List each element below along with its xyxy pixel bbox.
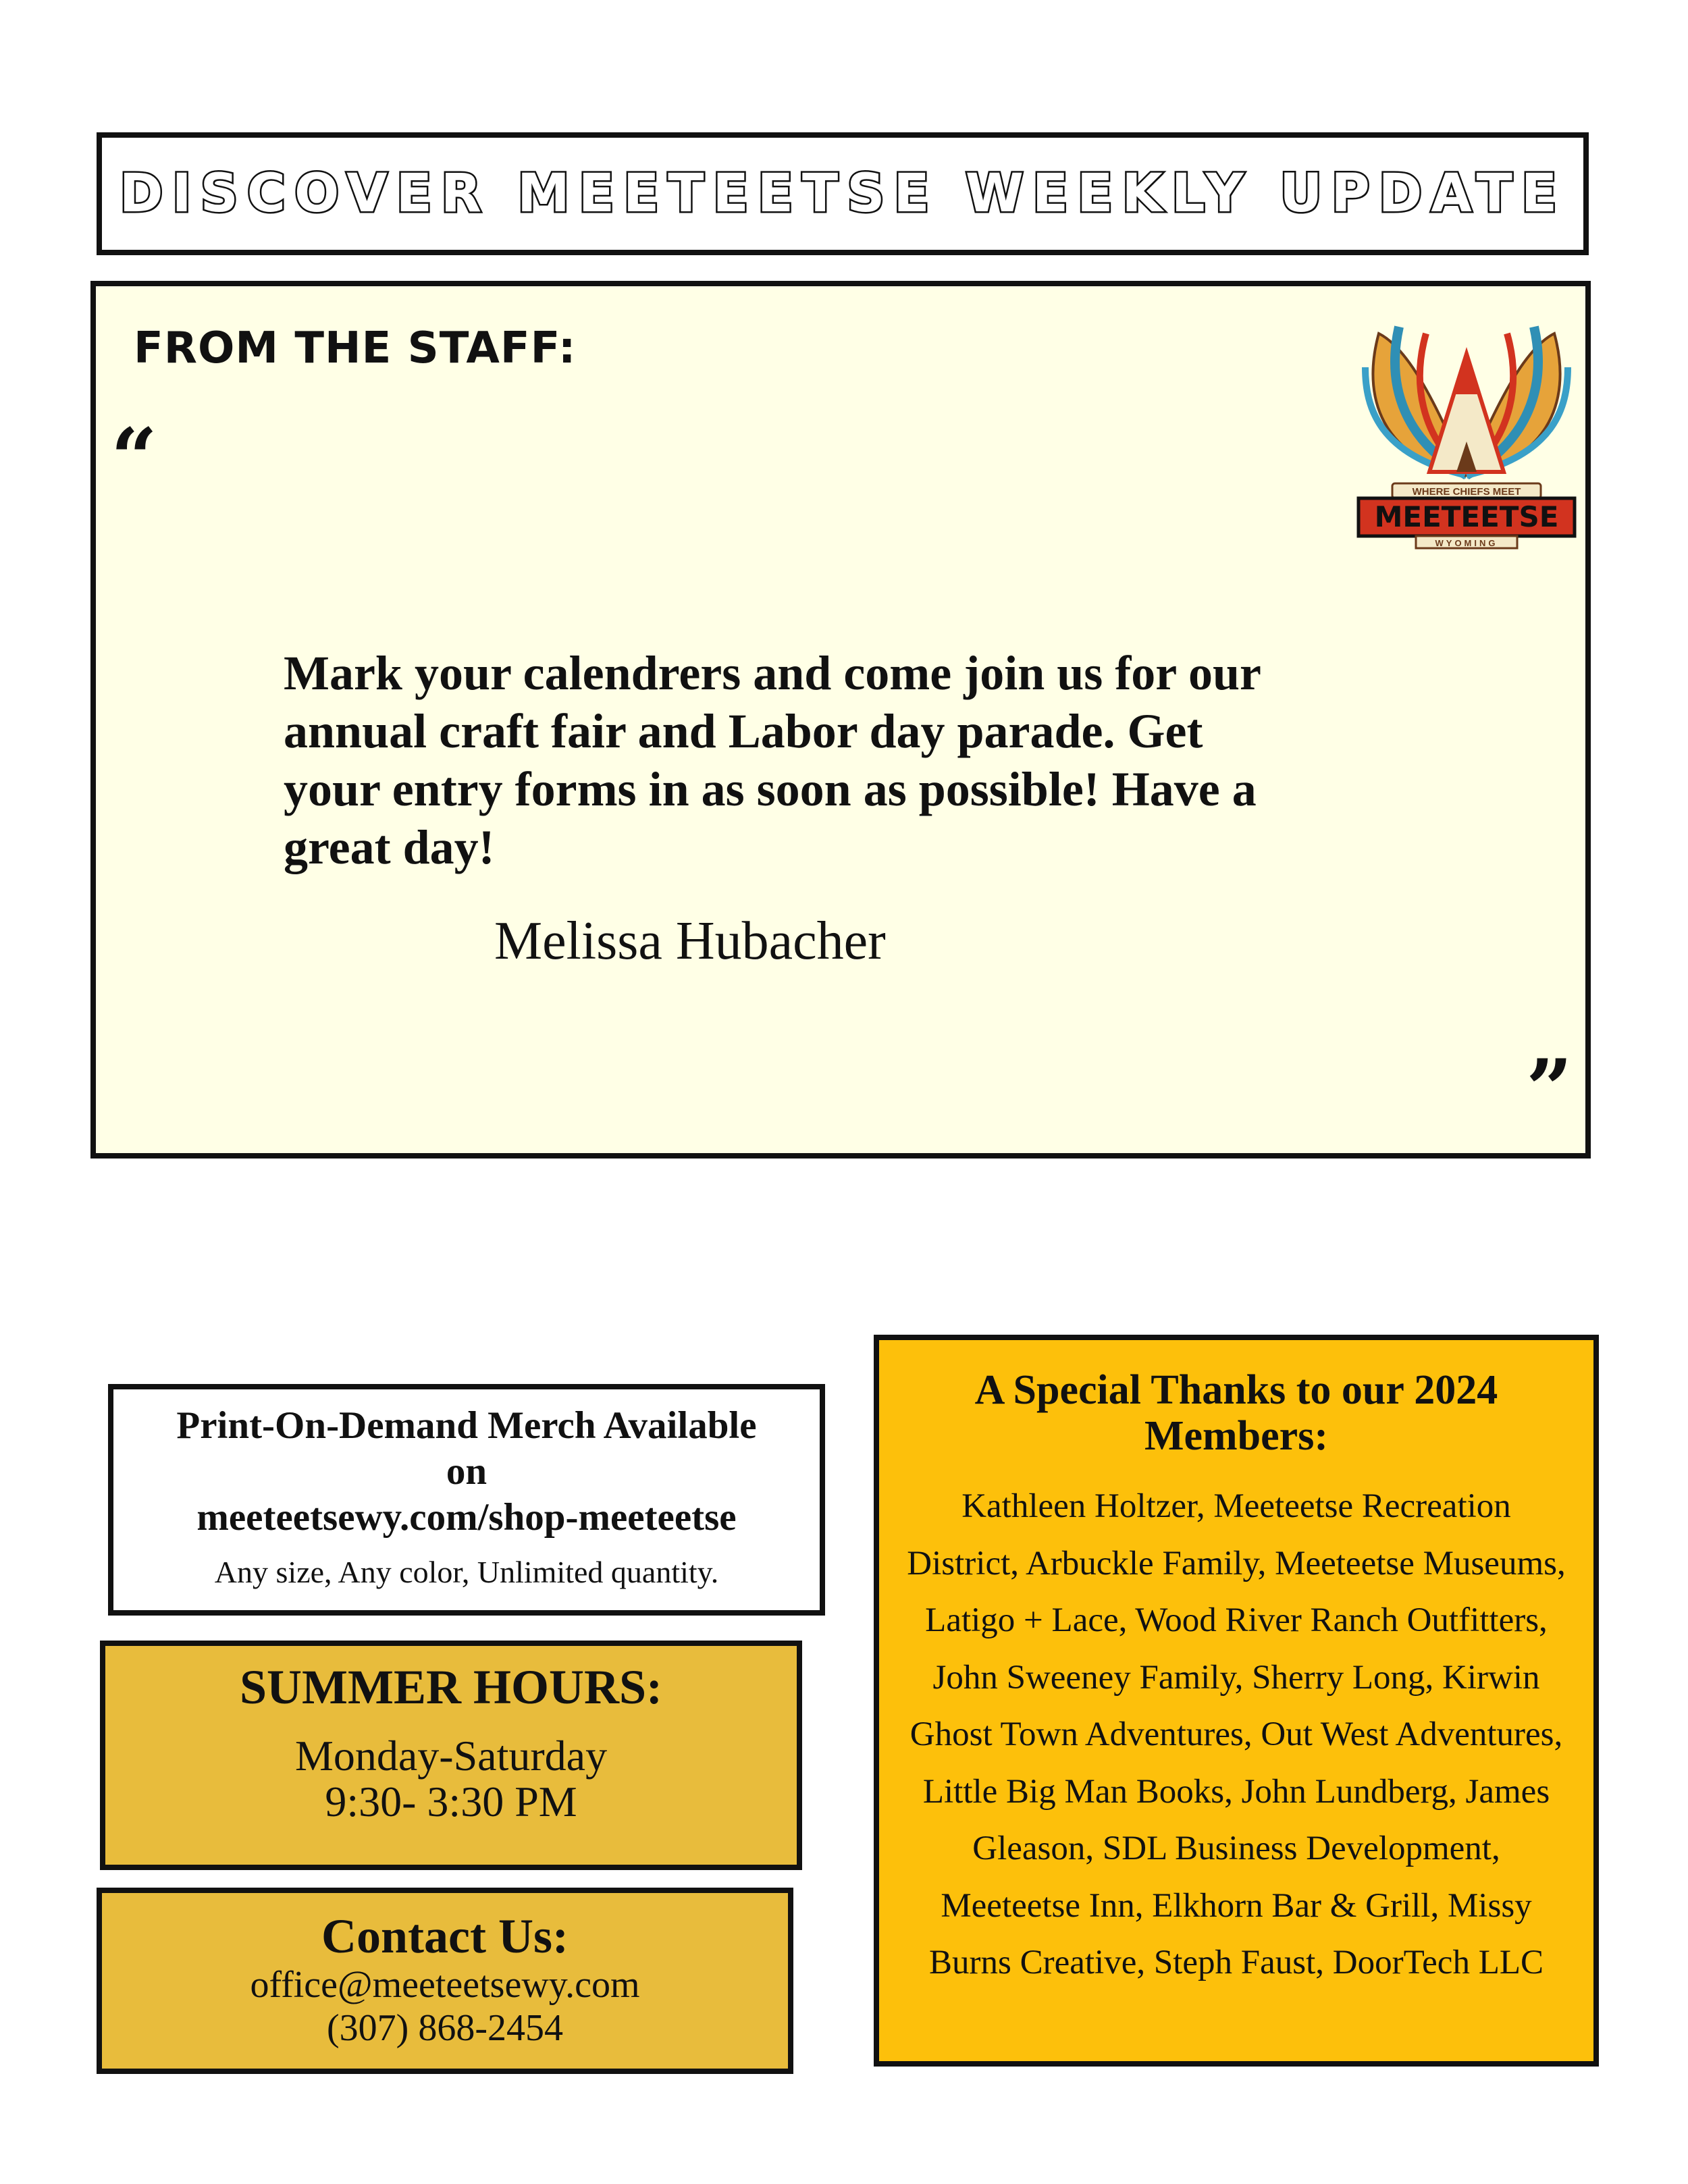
merch-shop-link[interactable]: meeteetsewy.com/shop-meeteetse [196,1496,737,1539]
close-quote-mark: ” [1526,1042,1573,1137]
open-quote-mark: “ [111,410,158,506]
staff-message-box [90,281,1591,1158]
staff-signature: Melissa Hubacher [494,911,886,971]
merch-line-1: Print-On-Demand Merch Available [176,1404,757,1447]
staff-heading: FROM THE STAFF: [134,323,577,373]
merch-note: Any size, Any color, Unlimited quantity. [214,1555,719,1589]
hours-time: 9:30- 3:30 PM [325,1778,577,1826]
merch-line-2: on [446,1450,487,1493]
logo-state: WYOMING [1435,538,1498,548]
meeteetse-logo [1352,307,1581,550]
logo-name: MEETEETSE [1374,500,1559,533]
members-title: A Special Thanks to our 2024 Members: [974,1367,1498,1459]
contact-title: Contact Us: [321,1909,569,1963]
tipi-icon [1429,354,1504,472]
contact-email[interactable]: office@meeteetsewy.com [250,1964,640,2006]
hours-days: Monday-Saturday [294,1732,608,1780]
contact-box [97,1888,793,2074]
contact-phone[interactable]: (307) 868-2454 [327,2007,563,2049]
page-title: DISCOVER MEETEETSE WEEKLY UPDATE [119,163,1566,224]
header-banner [97,132,1589,255]
members-box [874,1335,1599,2067]
logo-top-text: WHERE CHIEFS MEET [1412,486,1521,498]
hours-title: SUMMER HOURS: [240,1660,662,1714]
summer-hours-box [100,1641,802,1870]
staff-message: Mark your calendrers and come join us for our annual craft fair and Labor day parade. Get your entry forms in as soon as possible! Have a great day! [284,646,1261,874]
merch-box [108,1384,825,1616]
members-list: Kathleen Holtzer, Meeteetse Recreation District, Arbuckle Family, Meeteetse Museums, Latigo + Lace, Wood River Ranch Outfitters, John Sweeney Family, Sherry Long, Kirwin Ghost Town Adventures, Out West Adventures, Little Big Man Books, John Lundberg, James Gleason, SDL Business Development, Meeteetse Inn, Elkhorn Bar & Grill, Missy Burns Creative, Steph Faust, DoorTech LLC [907,1487,1566,1981]
